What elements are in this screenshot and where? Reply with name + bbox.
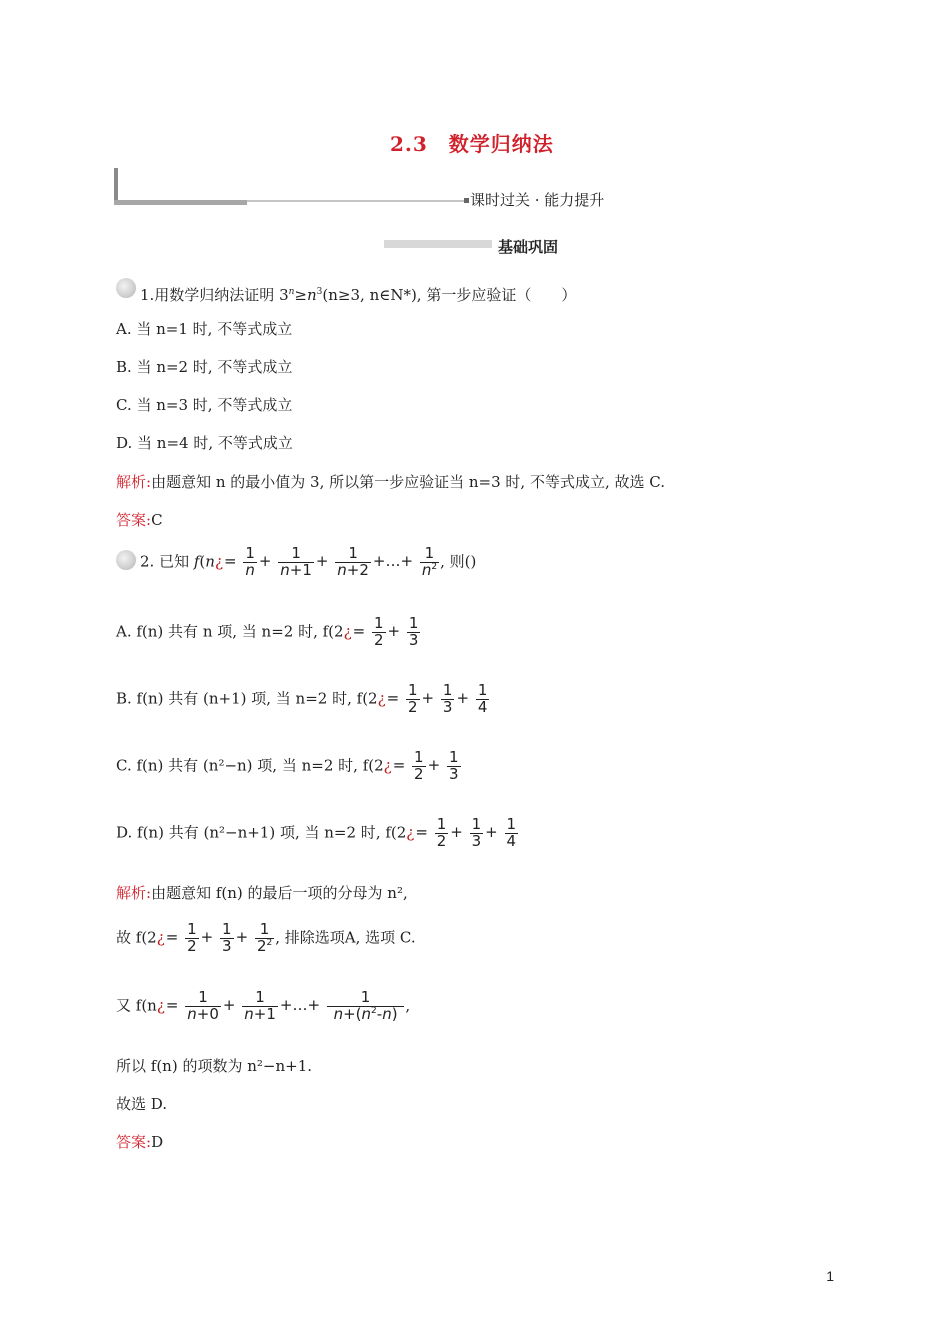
page-number: 1 [826, 1268, 834, 1284]
q1-stem: 1.用数学归纳法证明 $3^n\ge n^3(n\ge 3$, n∈N*), 第一步应验证（ ） [140, 286, 577, 304]
page-title: 2.3 数学归纳法 [390, 132, 554, 156]
q2-analysis-line3: 又 f(n¿= $\frac{1}{n+0}$ + $\frac{1}{n+1}$ +…+ $\frac{1}{n+(n^2-n)}$ , [116, 988, 411, 1023]
question-marker-icon [116, 278, 136, 298]
section-bar [384, 240, 492, 248]
q1-answer: 答案:C [116, 511, 163, 529]
header-rule [112, 166, 472, 208]
q2-option-c: C. f(n) 共有 (n²−n) 项, 当 n=2 时, f(2¿= $\frac{1}{2}$ + $\frac{1}{3}$ [116, 748, 459, 783]
q2-analysis-line2: 故 f(2¿= $\frac{1}{2}$ + $\frac{1}{3}$ + $\frac{1}{2^2}$ , 排除选项A, 选项 C. [116, 920, 416, 955]
header-subtitle: 课时过关 · 能力提升 [470, 191, 605, 209]
analysis-label: 解析: [116, 884, 152, 902]
q1-option-a: A. 当 n=1 时, 不等式成立 [116, 320, 293, 338]
q1-option-d: D. 当 n=4 时, 不等式成立 [116, 434, 293, 452]
q2-analysis: 解析:由题意知 f(n) 的最后一项的分母为 n², [116, 884, 408, 902]
q2-option-a: A. f(n) 共有 n 项, 当 n=2 时, f(2¿= $\frac{1}{2}$ + $\frac{1}{3}$ [116, 614, 419, 649]
q2-option-b: B. f(n) 共有 (n+1) 项, 当 n=2 时, f(2¿= $\frac{1}{2}$ + $\frac{1}{3}$ + $\frac{1}{4}$ [116, 681, 488, 716]
analysis-label: 解析: [116, 473, 152, 491]
q2-analysis-line4: 所以 f(n) 的项数为 n²−n+1. [116, 1057, 313, 1075]
q2-answer: 答案:D [116, 1133, 164, 1151]
q1-option-c: C. 当 n=3 时, 不等式成立 [116, 396, 293, 414]
section-title: 基础巩固 [498, 238, 559, 256]
q1-analysis: 解析:由题意知 n 的最小值为 3, 所以第一步应验证当 n=3 时, 不等式成立, 故选 C. [116, 473, 665, 491]
q1-option-b: B. 当 n=2 时, 不等式成立 [116, 358, 293, 376]
q2-option-d: D. f(n) 共有 (n²−n+1) 项, 当 n=2 时, f(2¿= $\frac{1}{2}$ + $\frac{1}{3}$ + $\frac{1}{4}$ [116, 815, 517, 850]
answer-label: 答案: [116, 1133, 152, 1151]
q2-analysis-line5: 故选 D. [116, 1095, 168, 1113]
question-marker-icon [116, 550, 136, 570]
q2-stem: 2. 已知 f(n¿= $\frac{1}{n}$ + $\frac{1}{n+1}$ + $\frac{1}{n+2}$ +…+ $\frac{1}{n^2}$ , 则() [140, 544, 477, 579]
answer-label: 答案: [116, 511, 152, 529]
